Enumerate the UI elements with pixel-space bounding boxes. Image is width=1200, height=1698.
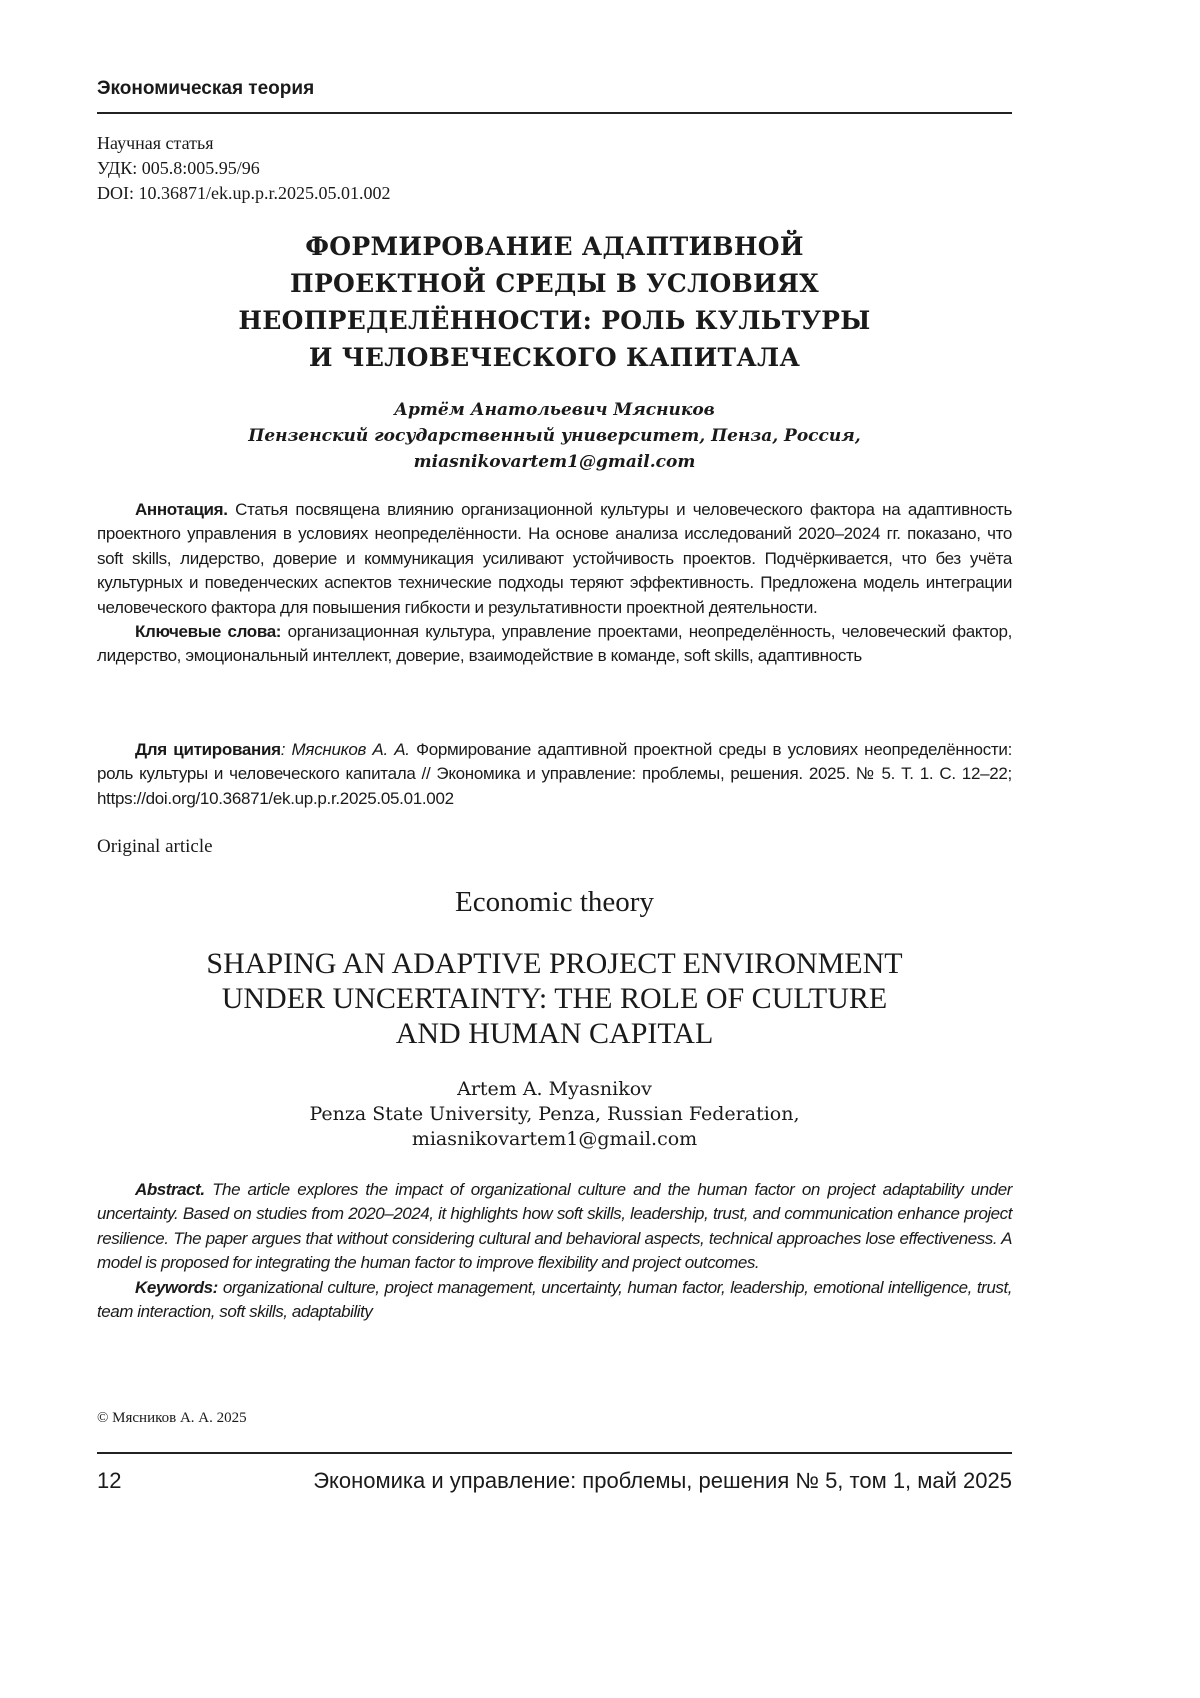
en-title-line: AND HUMAN CAPITAL — [97, 1016, 1012, 1051]
en-abstract-label: Abstract. — [135, 1180, 205, 1199]
en-email[interactable]: miasnikovartem1@gmail.com — [97, 1127, 1012, 1152]
citation — [97, 738, 1012, 811]
article-type: Научная статья — [97, 131, 1012, 156]
en-article-type: Original article — [97, 836, 1012, 858]
citation-block — [97, 738, 1012, 811]
en-keywords-label: Keywords: — [135, 1278, 218, 1297]
en-keywords-text: organizational culture, project management, uncertainty, human factor, leadership, emotional intelligence, trust, team interaction, soft skills, adaptability — [97, 1278, 1012, 1321]
citation-text: Формирование адаптивной проектной среды в условиях неопределённости: роль культуры и человеческого капитала // Экономика и управление: проблемы, решения. 2025. № 5. Т. 1. С. 12–22; https://doi.org/10.36871/ek.up.p.r.2025.05.01.002 — [97, 740, 1012, 808]
ru-author: Артём Анатольевич Мясников — [97, 397, 1012, 423]
en-title — [97, 946, 1012, 1051]
footer — [97, 1468, 1012, 1494]
en-keywords — [97, 1276, 1012, 1325]
footer-rule — [97, 1452, 1012, 1454]
ru-affiliation: Пензенский государственный университет, Пенза, Россия, — [97, 423, 1012, 449]
en-affiliation: Penza State University, Penza, Russian Federation, — [97, 1102, 1012, 1127]
en-abstract-text: The article explores the impact of organizational culture and the human factor on project adaptability under uncertainty. Based on studies from 2020–2024, it highlights how soft skills, leadership, trust, and communication enhance project resilience. The paper argues that without considering cultural and behavioral aspects, technical approaches lose effectiveness. A model is proposed for integrating the human factor to improve flexibility and project outcomes. — [97, 1180, 1012, 1272]
ru-title-line: НЕОПРЕДЕЛЁННОСТИ: РОЛЬ КУЛЬТУРЫ — [97, 302, 1012, 339]
ru-title — [97, 228, 1012, 376]
journal-info: Экономика и управление: проблемы, решения № 5, том 1, май 2025 — [313, 1468, 1012, 1494]
copyright: © Мясников А. А. 2025 — [97, 1410, 1012, 1427]
ru-author-block — [97, 397, 1012, 475]
header-rule — [97, 112, 1012, 114]
en-author-block — [97, 1077, 1012, 1152]
en-title-line: SHAPING AN ADAPTIVE PROJECT ENVIRONMENT — [97, 946, 1012, 981]
citation-label: Для цитирования — [135, 740, 281, 759]
en-title-line: UNDER UNCERTAINTY: THE ROLE OF CULTURE — [97, 981, 1012, 1016]
article-meta — [97, 131, 1012, 206]
doi: DOI: 10.36871/ek.up.p.r.2025.05.01.002 — [97, 181, 1012, 206]
ru-keywords-label: Ключевые слова: — [135, 622, 281, 641]
ru-abstract-text: Статья посвящена влиянию организационной культуры и человеческого фактора на адаптивность проектного управления в условиях неопределённости. На основе анализа исследований 2020–2024 гг. показано, что soft skills, лидерство, доверие и коммуникация усиливают устойчивость проектов. Подчёркивается, что без учёта культурных и поведенческих аспектов технические подходы теряют эффективность. Предложена модель интеграции человеческого фактора для повышения гибкости и результативности проектной деятельности. — [97, 500, 1012, 617]
ru-keywords — [97, 620, 1012, 669]
citation-author: : Мясников А. А. — [281, 740, 410, 759]
en-section: Economic theory — [97, 886, 1012, 919]
ru-title-line: ФОРМИРОВАНИЕ АДАПТИВНОЙ — [97, 228, 1012, 265]
ru-abstract — [97, 498, 1012, 620]
page-number: 12 — [97, 1468, 121, 1494]
section-header: Экономическая теория — [97, 78, 1012, 100]
udc: УДК: 005.8:005.95/96 — [97, 156, 1012, 181]
ru-abstract-block — [97, 498, 1012, 669]
ru-abstract-label: Аннотация. — [135, 500, 228, 519]
ru-email[interactable]: miasnikovartem1@gmail.com — [97, 449, 1012, 475]
ru-keywords-text: организационная культура, управление проектами, неопределённость, человеческий фактор, лидерство, эмоциональный интеллект, доверие, взаимодействие в команде, soft skills, адаптивность — [97, 622, 1012, 665]
en-author: Artem A. Myasnikov — [97, 1077, 1012, 1102]
en-abstract — [97, 1178, 1012, 1276]
en-abstract-block — [97, 1178, 1012, 1324]
ru-title-line: И ЧЕЛОВЕЧЕСКОГО КАПИТАЛА — [97, 339, 1012, 376]
ru-title-line: ПРОЕКТНОЙ СРЕДЫ В УСЛОВИЯХ — [97, 265, 1012, 302]
